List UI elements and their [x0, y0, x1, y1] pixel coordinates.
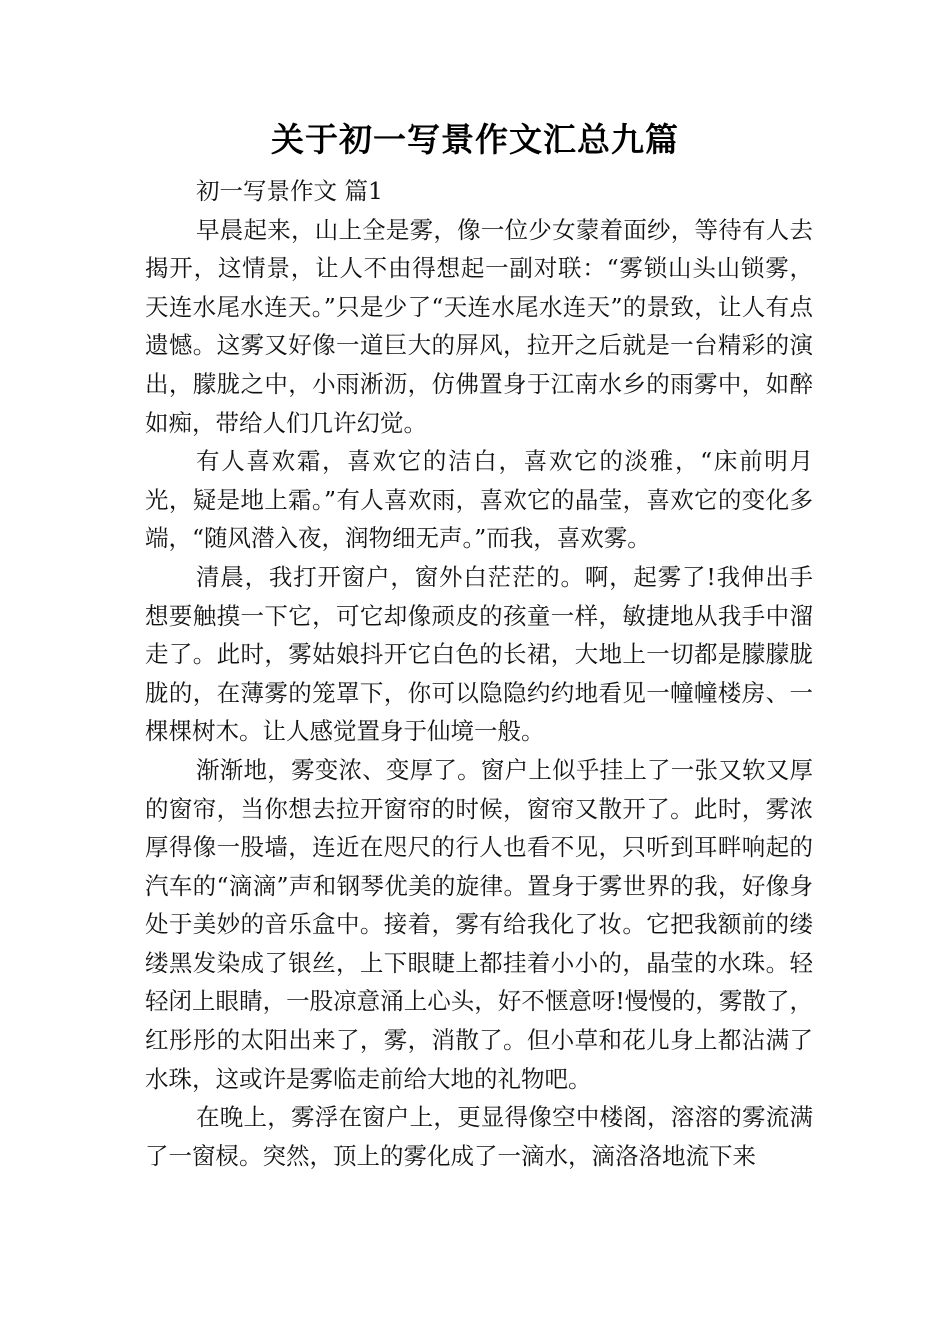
paragraph-2: 有人喜欢霜，喜欢它的洁白，喜欢它的淡雅，“床前明月光，疑是地上霜。”有人喜欢雨，喜欢它的晶莹，喜欢它的变化多端，“随风潜入夜，润物细无声。”而我，喜欢雾。 — [145, 447, 813, 553]
paragraph-3: 清晨，我打开窗户，窗外白茫茫的。啊，起雾了!我伸出手想要触摸一下它，可它却像顽皮的孩童一样，敏捷地从我手中溜走了。此时，雾姑娘抖开它白色的长裙，大地上一切都是朦朦胧胧的，在薄雾的笼罩下，你可以隐隐约约地看见一幢幢楼房、一棵棵树木。让人感觉置身于仙境一般。 — [145, 562, 813, 746]
paragraph-1: 早晨起来，山上全是雾，像一位少女蒙着面纱，等待有人去揭开，这情景，让人不由得想起一副对联：“雾锁山头山锁雾，天连水尾水连天。”只是少了“天连水尾水连天”的景致，让人有点遗憾。这雾又好像一道巨大的屏风，拉开之后就是一台精彩的演出，朦胧之中，小雨淅沥，仿佛置身于江南水乡的雨雾中，如醉如痴，带给人们几许幻觉。 — [145, 215, 813, 437]
paragraph-4: 渐渐地，雾变浓、变厚了。窗户上似乎挂上了一张又软又厚的窗帘，当你想去拉开窗帘的时候，窗帘又散开了。此时，雾浓厚得像一股墙，连近在咫尺的行人也看不见，只听到耳畔响起的汽车的“滴滴”声和钢琴优美的旋律。置身于雾世界的我，好像身处于美妙的音乐盒中。接着，雾有给我化了妆。它把我额前的缕缕黑发染成了银丝，上下眼睫上都挂着小小的，晶莹的水珠。轻轻闭上眼睛，一股凉意涌上心头，好不惬意呀!慢慢的，雾散了，红彤彤的太阳出来了，雾，消散了。但小草和花儿身上都沾满了水珠，这或许是雾临走前给大地的礼物吧。 — [145, 755, 813, 1093]
document-body — [145, 172, 813, 1175]
paragraph-5: 在晚上，雾浮在窗户上，更显得像空中楼阁，溶溶的雾流满了一窗棂。突然，顶上的雾化成了一滴水，滴洛洛地流下来 — [145, 1103, 813, 1170]
section-heading: 初一写景作文 篇1 — [196, 177, 383, 205]
document-title: 关于初一写景作文汇总九篇 — [271, 120, 679, 159]
